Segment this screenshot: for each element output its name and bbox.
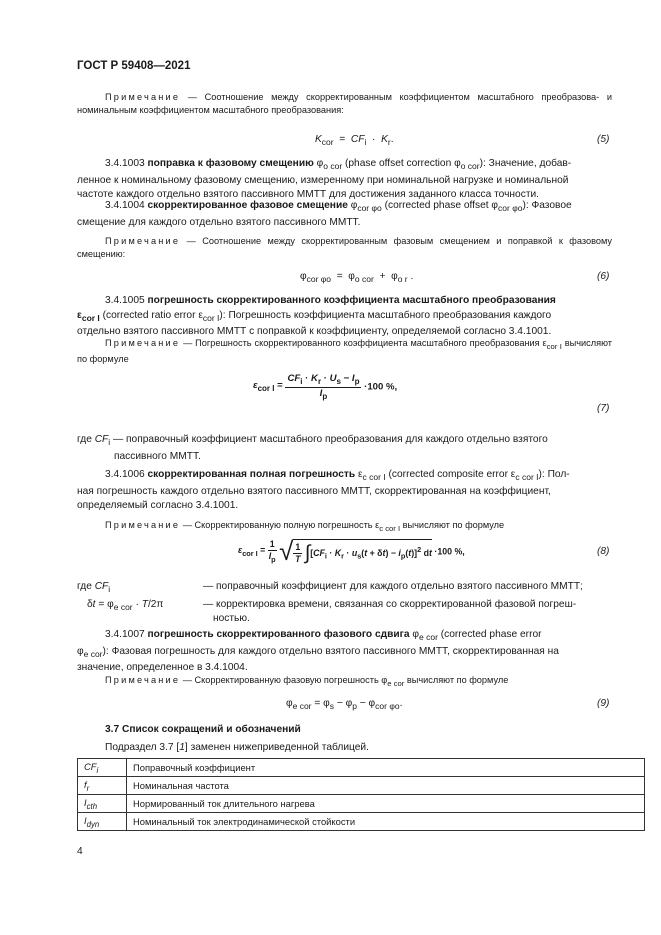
- term-corrected-phase-error: погрешность скорректированного фазового сдвига: [147, 629, 410, 640]
- note-composite-error: Примечание — Скорректированную полную погрешность $\varepsilon_{c cor I}$ вычисляют по формуле: [105, 520, 505, 533]
- section-3-7-intro: Подраздел 3.7 [1] заменен нижеприведенной таблицей.: [105, 742, 369, 753]
- equation-8: $\varepsilon_{cor I}$ = $\frac{1}{I_p}$ √ $\frac{1}{T}$ $\int[CF_i \cdot K_r \cdot u_s(t + \delta t) - i_p(t)]^2$ dt ·100 %,: [238, 536, 465, 566]
- table-row: $f_r$ Номинальная частота: [78, 777, 645, 795]
- equation-6: $\varphi_{cor \varphi o} = \varphi_{o cor} + \varphi_{o r}$ .: [300, 271, 414, 285]
- definition-3-4-1005: 3.4.1005 погрешность скорректированного коэффициента масштабного преобразования $\varepsilon_{cor I}$ (corrected ratio error $\varepsilon_{cor I}$): Погрешность коэффициента масштабного преобразования каждого отдельно взятого пассивного ММТТ с поправкой к коэффициенту, определяемой согласно 3.4.1001.: [77, 295, 556, 338]
- term-corrected-ratio-error: погрешность скорректированного коэффициента масштабного преобразования: [147, 295, 556, 306]
- document-header: ГОСТ Р 59408—2021: [77, 60, 191, 72]
- equation-8-number: (8): [597, 546, 610, 557]
- note-label: Примечание: [105, 92, 181, 102]
- definition-3-4-1003: 3.4.1003 поправка к фазовому смещению $\varphi_{o cor}$ (phase offset correction $\varphi_{o cor}$): Значение, добав- ленное к номинальному фазовому смещению, измеренному при номинальной нагрузке и номинальной частоте каждого отдельно взятого пассивного ММТТ для достижения заданного класса точности.: [77, 158, 572, 201]
- note-phase-offset: Примечание — Соотношение между скорректированным фазовым смещением и поправкой к фазовому смещению:: [77, 236, 612, 260]
- equation-7: $\varepsilon_{cor I}$ = $CF_i \cdot K_r \cdot U_s - I_p$ $I_p$ ·100 %,: [253, 373, 398, 401]
- definition-3-4-1007: 3.4.1007 погрешность скорректированного фазового сдвига $\varphi_{e cor}$ (corrected phase error $\varphi_{e cor}$): Фазовая погрешность для каждого отдельно взятого пассивного ММТТ, скорректированная на значение, определенное в 3.4.1004.: [77, 629, 559, 674]
- definition-3-4-1006: 3.4.1006 скорректированная полная погрешность $\varepsilon_{c cor I}$ (corrected composite error $\varepsilon_{c cor I}$): Пол- ная погрешность каждого отдельно взятого пассивного ММТТ, скорректированная на коэффициент, определяемый согласно 3.4.1001.: [77, 469, 570, 512]
- term-corrected-phase-offset: скорректированное фазовое смещение: [147, 200, 348, 211]
- section-3-7-title: 3.7 Список сокращений и обозначений: [105, 724, 301, 735]
- abbreviations-table: [77, 758, 645, 831]
- equation-6-number: (6): [597, 271, 610, 282]
- term-corrected-composite-error: скорректированная полная погрешность: [147, 469, 356, 480]
- equation-9: $\varphi_{e cor} = \varphi_s - \varphi_p - \varphi_{cor \varphi o}$.: [286, 698, 403, 712]
- where-cf-definition: где $CF_i$ — поправочный коэффициент масштабного преобразования для каждого отдельно взятого пассивного ММТТ.: [77, 434, 548, 462]
- table-row: $I_{dyn}$ Номинальный ток электродинамической стойкости: [78, 813, 645, 831]
- definition-3-4-1004: 3.4.1004 скорректированное фазовое смещение $\varphi_{cor \varphi o}$ (corrected phase offset $\varphi_{cor \varphi o}$): Фазовое смещение для каждого отдельно взятого пассивного ММТТ.: [77, 200, 572, 228]
- term-phase-offset-correction: поправка к фазовому смещению: [147, 158, 314, 169]
- note-phase-error: Примечание — Скорректированную фазовую погрешность $\varphi_{e cor}$ вычисляют по формуле: [105, 675, 509, 688]
- table-row: $I_{cth}$ Нормированный ток длительного нагрева: [78, 795, 645, 813]
- table-row: $CF_i$ Поправочный коэффициент: [78, 759, 645, 777]
- page-number: 4: [77, 846, 83, 857]
- equation-9-number: (9): [597, 698, 610, 709]
- equation-7-number: (7): [597, 403, 610, 414]
- equation-5: $K_{cor} = CF_i \cdot K_r$.: [315, 134, 394, 148]
- equation-5-number: (5): [597, 134, 610, 145]
- where-equation-8: где $CF_i$ — поправочный коэффициент для каждого отдельно взятого пассивного ММТТ; $\delta t = \varphi_{e cor} \cdot T/2\pi$ — корректировка времени, связанная со скорректированной фазовой погреш- ностью.: [77, 581, 583, 625]
- note-ratio: Примечание — Соотношение между скорректированным коэффициентом масштабного преобразова- и номинальным коэффициентом масштабного преобразования:: [77, 92, 612, 116]
- note-ratio-error: Примечание — Погрешность скорректированного коэффициента масштабного преобразования $\varepsilon_{cor I}$ вычисляют по формуле: [77, 338, 613, 365]
